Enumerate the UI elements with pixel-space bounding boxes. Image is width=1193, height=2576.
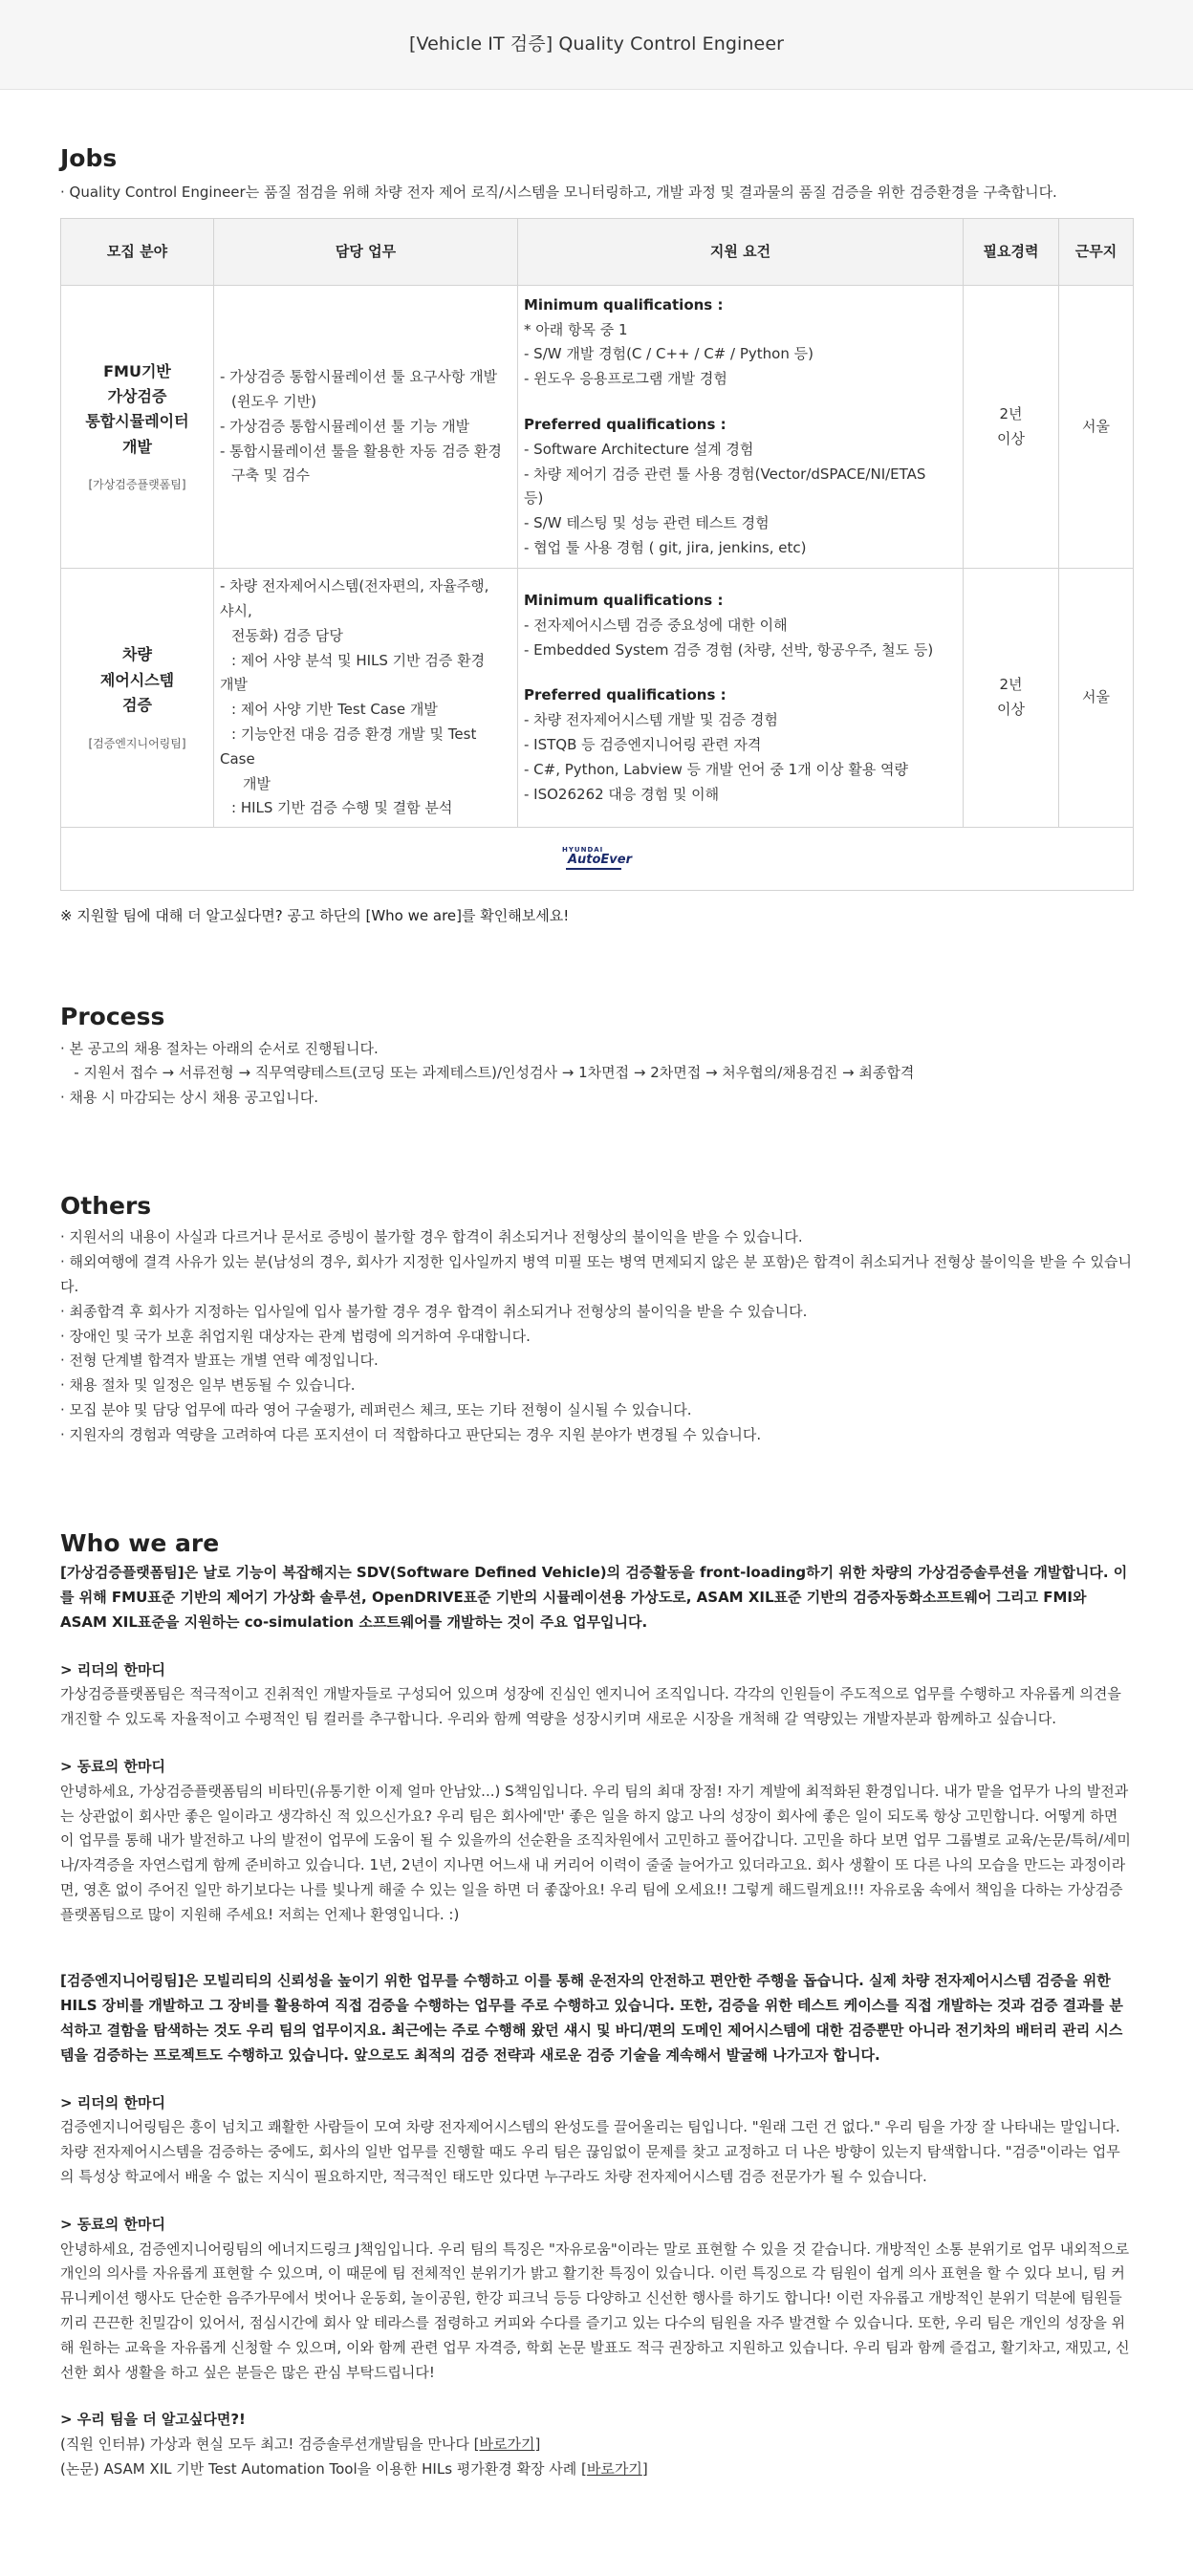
duty-line: Case xyxy=(220,749,255,768)
duty-line: 개발 xyxy=(220,676,248,694)
job-field-name: 가상검증 xyxy=(107,387,167,406)
job-duties-cell xyxy=(214,569,518,828)
others-line: · 해외여행에 결격 사유가 있는 분(남성의 경우, 회사가 지정한 입사일까지 병역 미필 또는 병역 면제되지 않은 분 포함)은 합격이 취소되거나 전형상 불이익을 받을 수 있습니다. xyxy=(60,1253,1133,1296)
duty-line: - 가상검증 통합시뮬레이션 툴 요구사항 개발 xyxy=(220,368,498,386)
who-we-are-heading: Who we are xyxy=(60,1528,220,1557)
duty-line: : HILS 기반 검증 수행 및 결함 분석 xyxy=(231,799,453,817)
duty-line: - 통합시뮬레이션 툴을 활용한 자동 검증 환경 xyxy=(220,442,502,460)
location-cell: 서울 xyxy=(1059,286,1134,569)
logo-cell xyxy=(61,828,1134,891)
requirement-line: - 전자제어시스템 검증 중요성에 대한 이해 xyxy=(524,616,788,634)
team2-leader-heading: > 리더의 한마디 xyxy=(60,2093,165,2111)
column-header: 필요경력 xyxy=(964,219,1059,286)
who-we-are-note: ※ 지원할 팀에 대해 더 알고싶다면? 공고 하단의 [Who we are]를 확인해보세요! xyxy=(60,907,570,925)
table-row xyxy=(61,569,1134,828)
column-header: 지원 요건 xyxy=(518,219,964,286)
location-cell: 서울 xyxy=(1059,569,1134,828)
process-line: · 채용 시 마감되는 상시 채용 공고입니다. xyxy=(60,1089,318,1107)
career-cell xyxy=(964,569,1059,828)
logo-underline xyxy=(566,868,621,870)
paper-link-text: (논문) ASAM XIL 기반 Test Automation Tool을 이용한 HILs 평가환경 확장 사례 [ xyxy=(60,2460,587,2479)
who-we-are-section xyxy=(60,1528,1133,2482)
others-heading: Others xyxy=(60,1191,152,1220)
job-field-name: 개발 xyxy=(122,437,152,456)
job-field-name: FMU기반 xyxy=(103,361,171,380)
duty-line: 전동화) 검증 담당 xyxy=(231,626,343,644)
requirement-line: - C#, Python, Labview 등 개발 언어 중 1개 이상 활용 역량 xyxy=(524,760,908,778)
jobs-table-header xyxy=(61,219,1134,286)
logo-row xyxy=(61,828,1134,891)
table-row xyxy=(61,286,1134,569)
logo-top-text: HYUNDAI xyxy=(561,845,604,854)
team-name: [검증엔지니어링팀] xyxy=(88,736,186,750)
requirement-line: - ISTQB 등 검증엔지니어링 관련 자격 xyxy=(524,736,762,754)
requirement-line: - 차량 제어기 검증 관련 툴 사용 경험(Vector/dSPACE/NI/ETAS xyxy=(524,465,926,483)
paper-shortcut-link[interactable]: 바로가기 xyxy=(586,2460,642,2479)
jobs-table xyxy=(60,218,1134,891)
requirement-line: - 윈도우 응용프로그램 개발 경험 xyxy=(524,370,727,388)
posting-title: [Vehicle IT 검증] Quality Control Engineer xyxy=(408,33,785,55)
duty-line: : 기능안전 대응 검증 환경 개발 및 Test xyxy=(231,725,477,744)
preferred-qualifications-heading: Preferred qualifications : xyxy=(524,416,727,433)
others-line: · 전형 단계별 합격자 발표는 개별 연락 예정입니다. xyxy=(60,1352,379,1370)
team1-intro: [가상검증플랫폼팀]은 날로 기능이 복잡해지는 SDV(Software Defined Vehicle)의 검증활동을 front-loading하기 위한 차량의 가상검증솔루션을 개발합니다. 이를 위해 FMU표준 기반의 제어기 가상화 솔루션, OpenDRIVE표준 기반의 시뮬레이션용 가상도로, ASAM XIL표준 기반의 검증자동화소프트웨어 그리고 FMI와 ASAM XIL표준을 지원하는 co-simulation 소프트웨어를 개발하는 것이 주요 업무입니다. xyxy=(60,1564,1128,1631)
duty-line: (윈도우 기반) xyxy=(231,393,316,411)
min-qualifications-heading: Minimum qualifications : xyxy=(524,592,724,610)
requirement-line: - S/W 테스팅 및 성능 관련 테스트 경험 xyxy=(524,514,770,532)
others-line: · 모집 분야 및 담당 업무에 따라 영어 구술평가, 레퍼런스 체크, 또는 기타 전형이 실시될 수 있습니다. xyxy=(60,1401,692,1419)
page-header xyxy=(0,0,1193,90)
others-line: · 채용 절차 및 일정은 일부 변동될 수 있습니다. xyxy=(60,1376,356,1395)
job-field-name: 제어시스템 xyxy=(99,670,175,689)
process-steps: - 지원서 접수 → 서류전형 → 직무역량테스트(코딩 또는 과제테스트)/인성검사 → 1차면접 → 2차면접 → 처우협의/채용검진 → 최종합격 xyxy=(60,1064,915,1082)
job-duties-cell xyxy=(214,286,518,569)
job-field-name: 차량 xyxy=(122,645,152,664)
requirement-line: - S/W 개발 경험(C / C++ / C# / Python 등) xyxy=(524,345,813,363)
job-field-cell xyxy=(61,286,214,569)
career-value: 2년 xyxy=(999,405,1023,422)
requirement-line: - Embedded System 검증 경험 (차량, 선박, 항공우주, 철도 등) xyxy=(524,640,934,659)
requirement-line: * 아래 항목 중 1 xyxy=(524,320,628,338)
process-section xyxy=(60,1002,1133,1111)
career-value: 이상 xyxy=(997,701,1025,719)
requirement-line: - 차량 전자제어시스템 개발 및 검증 경험 xyxy=(524,711,778,729)
team1-peer-heading: > 동료의 한마디 xyxy=(60,1757,165,1775)
duty-line: 구축 및 검수 xyxy=(231,466,310,485)
job-field-name: 검증 xyxy=(122,696,152,715)
requirement-line: - Software Architecture 설계 경험 xyxy=(524,440,754,458)
job-field-cell xyxy=(61,569,214,828)
min-qualifications-heading: Minimum qualifications : xyxy=(524,295,724,314)
jobs-heading: Jobs xyxy=(60,144,118,172)
job-requirements-cell xyxy=(518,569,964,828)
duty-line: 샤시, xyxy=(220,602,252,620)
bracket-close: ] xyxy=(534,2435,541,2454)
interview-link-line xyxy=(60,2433,1133,2457)
others-line: · 지원자의 경험과 역량을 고려하여 다른 포지션이 더 적합하다고 판단되는 경우 지원 분야가 변경될 수 있습니다. xyxy=(60,1425,762,1443)
team2-peer-heading: > 동료의 한마디 xyxy=(60,2215,165,2233)
hyundai-autoever-logo xyxy=(562,847,632,870)
process-line: · 본 공고의 채용 절차는 아래의 순서로 진행됩니다. xyxy=(60,1039,379,1057)
team1-peer-text: 안녕하세요, 가상검증플랫폼팀의 비타민(유통기한 이제 얼마 안남았...) S책임입니다. 우리 팀의 최대 장점! 자기 계발에 최적화된 환경입니다. 내가 맡을 업무가 나의 발전과는 상관없이 회사만 좋은 일이라고 생각하신 적 있으신가요? 우리 팀은 회사에'만' 좋은 일을 하지 않고 나의 성장이 회사에 좋은 일이 되도록 항상 고민합니다. 어떻게 하면 이 업무를 통해 내가 발전하고 나의 발전이 업무에 도움이 될 수 있을까의 선순환을 조직차원에서 고민하고 풀어갑니다. 고민을 하다 보면 업무 그룹별로 교육/논문/특허/세미나/자격증을 자연스럽게 함께 준비하고 있습니다. 1년, 2년이 지나면 어느새 내 커리어 이력이 줄줄 늘어가고 있더라고요. 회사 생활이 또 다른 나의 모습을 만드는 과정이라면, 영혼 없이 주어진 일만 하기보다는 나를 빛나게 해줄 수 있는 일을 하면 더 좋잖아요! 우리 팀에 오세요!! 그렇게 해드릴게요!!! 자유로움 속에서 책임을 다하는 가상검증플랫폼팀으로 많이 지원해 주세요! 저희는 언제나 환영입니다. :) xyxy=(60,1782,1131,1923)
requirement-line: - ISO26262 대응 경험 및 이해 xyxy=(524,785,720,803)
career-value: 이상 xyxy=(997,429,1025,447)
posting-content xyxy=(0,143,1193,2549)
job-requirements-cell xyxy=(518,286,964,569)
duty-line: : 제어 사양 기반 Test Case 개발 xyxy=(231,701,438,719)
column-header: 근무지 xyxy=(1059,219,1134,286)
team1-leader-text: 가상검증플랫폼팀은 적극적이고 진취적인 개발자들로 구성되어 있으며 성장에 진심인 엔지니어 조직입니다. 각각의 인원들이 주도적으로 업무를 수행하고 자유롭게 의견을 개진할 수 있도록 자율적이고 수평적인 팀 컬러를 추구합니다. 우리와 함께 역량을 성장시키며 새로운 시장을 개척해 갈 역량있는 개발자분과 함께하고 싶습니다. xyxy=(60,1685,1121,1728)
career-value: 2년 xyxy=(999,676,1023,694)
column-header: 담당 업무 xyxy=(214,219,518,286)
others-line: · 장애인 및 국가 보훈 취업지원 대상자는 관계 법령에 의거하여 우대합니다. xyxy=(60,1327,531,1345)
interview-shortcut-link[interactable]: 바로가기 xyxy=(479,2435,535,2454)
logo-main-text: AutoEver xyxy=(567,852,633,867)
jobs-intro: · Quality Control Engineer는 품질 점검을 위해 차량 전자 제어 로직/시스템을 모니터링하고, 개발 과정 및 결과물의 품질 검증을 위한 검증환경을 구축합니다. xyxy=(60,183,1057,201)
others-section xyxy=(60,1191,1133,1448)
paper-link-line xyxy=(60,2457,1133,2482)
others-line: · 최종합격 후 회사가 지정하는 입사일에 입사 불가할 경우 경우 합격이 취소되거나 전형상의 불이익을 받을 수 있습니다. xyxy=(60,1302,808,1320)
jobs-section xyxy=(60,143,1133,929)
column-header: 모집 분야 xyxy=(61,219,214,286)
career-cell xyxy=(964,286,1059,569)
team1-leader-heading: > 리더의 한마디 xyxy=(60,1660,165,1678)
team2-peer-text: 안녕하세요, 검증엔지니어링팀의 에너지드링크 J책임입니다. 우리 팀의 특징은 "자유로움"이라는 말로 표현할 수 있을 것 같습니다. 개방적인 소통 분위기로 업무 내외적으로 개인의 의사를 자유롭게 표현할 수 있으며, 이 때문에 팀 전체적인 분위기가 밝고 활기찬 특징이 있습니다. 이런 특징으로 각 팀원이 쉽게 의사 표현을 할 수 있다 보니, 팀 커뮤니케이션 행사도 단순한 음주가무에서 벗어나 운동회, 놀이공원, 한강 피크닉 등등 다양하고 신선한 행사를 하기도 합니다! 이런 자유롭고 개방적인 분위기 덕분에 팀원들끼리 끈끈한 친밀감이 있어서, 점심시간에 회사 앞 테라스를 점령하고 커피와 수다를 즐기고 있는 다수의 팀원을 자주 발견할 수 있습니다. 또한, 우리 팀은 개인의 성장을 위해 원하는 교육을 자유롭게 신청할 수 있으며, 이와 함께 관련 업무 자격증, 학회 논문 발표도 적극 권장하고 지원하고 있습니다. 우리 팀과 함께 즐겁고, 활기차고, 재밌고, 신선한 회사 생활을 하고 싶은 분들은 많은 관심 부탁드립니다! xyxy=(60,2240,1130,2381)
duty-line: 개발 xyxy=(243,774,271,792)
preferred-qualifications-heading: Preferred qualifications : xyxy=(524,686,727,704)
job-field-name: 통합시뮬레이터 xyxy=(85,412,189,431)
duty-line: : 제어 사양 분석 및 HILS 기반 검증 환경 xyxy=(231,651,486,669)
duty-line: - 차량 전자제어시스템(전자편의, 자율주행, xyxy=(220,577,489,595)
interview-link-text: (직원 인터뷰) 가상과 현실 모두 최고! 검증솔루션개발팀을 만나다 [ xyxy=(60,2435,480,2454)
bracket-close: ] xyxy=(641,2460,648,2479)
team2-leader-text: 검증엔지니어링팀은 흥이 넘치고 쾌활한 사람들이 모여 차량 전자제어시스템의 완성도를 끌어올리는 팀입니다. "원래 그런 건 없다." 우리 팀을 가장 잘 나타내는 말입니다. 차량 전자제어시스템을 검증하는 중에도, 회사의 일반 업무를 진행할 때도 우리 팀은 끊임없이 문제를 찾고 교정하고 더 나은 방향이 있는지 탐색합니다. "검증"이라는 업무의 특성상 학교에서 배울 수 없는 지식이 필요하지만, 적극적인 태도만 있다면 누구라도 차량 전자제어시스템 검증 전문가가 될 수 있습니다. xyxy=(60,2118,1120,2186)
requirement-line: 등) xyxy=(524,489,544,508)
team-name: [가상검증플랫폼팀] xyxy=(88,478,186,492)
team2-intro: [검증엔지니어링팀]은 모빌리티의 신뢰성을 높이기 위한 업무를 수행하고 이를 통해 운전자의 안전하고 편안한 주행을 돕습니다. 실제 차량 전자제어시스템 검증을 위한 HILS 장비를 개발하고 그 장비를 활용하여 직접 검증을 수행하는 업무를 주로 수행하고 있습니다. 또한, 검증을 위한 테스트 케이스를 직접 개발하는 것과 검증 결과를 분석하고 결함을 탐색하는 것도 우리 팀의 업무이지요. 최근에는 주로 수행해 왔던 섀시 및 바디/편의 도메인 제어시스템에 대한 검증뿐만 아니라 전기차의 배터리 관리 시스템을 검증하는 프로젝트도 수행하고 있습니다. 앞으로도 최적의 검증 전략과 새로운 검증 기술을 계속해서 발굴해 나가고자 합니다. xyxy=(60,1972,1123,2064)
more-info-heading: > 우리 팀을 더 알고싶다면?! xyxy=(60,2411,246,2429)
process-heading: Process xyxy=(60,1003,165,1031)
requirement-line: - 협업 툴 사용 경험 ( git, jira, jenkins, etc) xyxy=(524,538,807,556)
others-line: · 지원서의 내용이 사실과 다르거나 문서로 증빙이 불가할 경우 합격이 취소되거나 전형상의 불이익을 받을 수 있습니다. xyxy=(60,1228,803,1246)
duty-line: - 가상검증 통합시뮬레이션 툴 기능 개발 xyxy=(220,417,470,435)
